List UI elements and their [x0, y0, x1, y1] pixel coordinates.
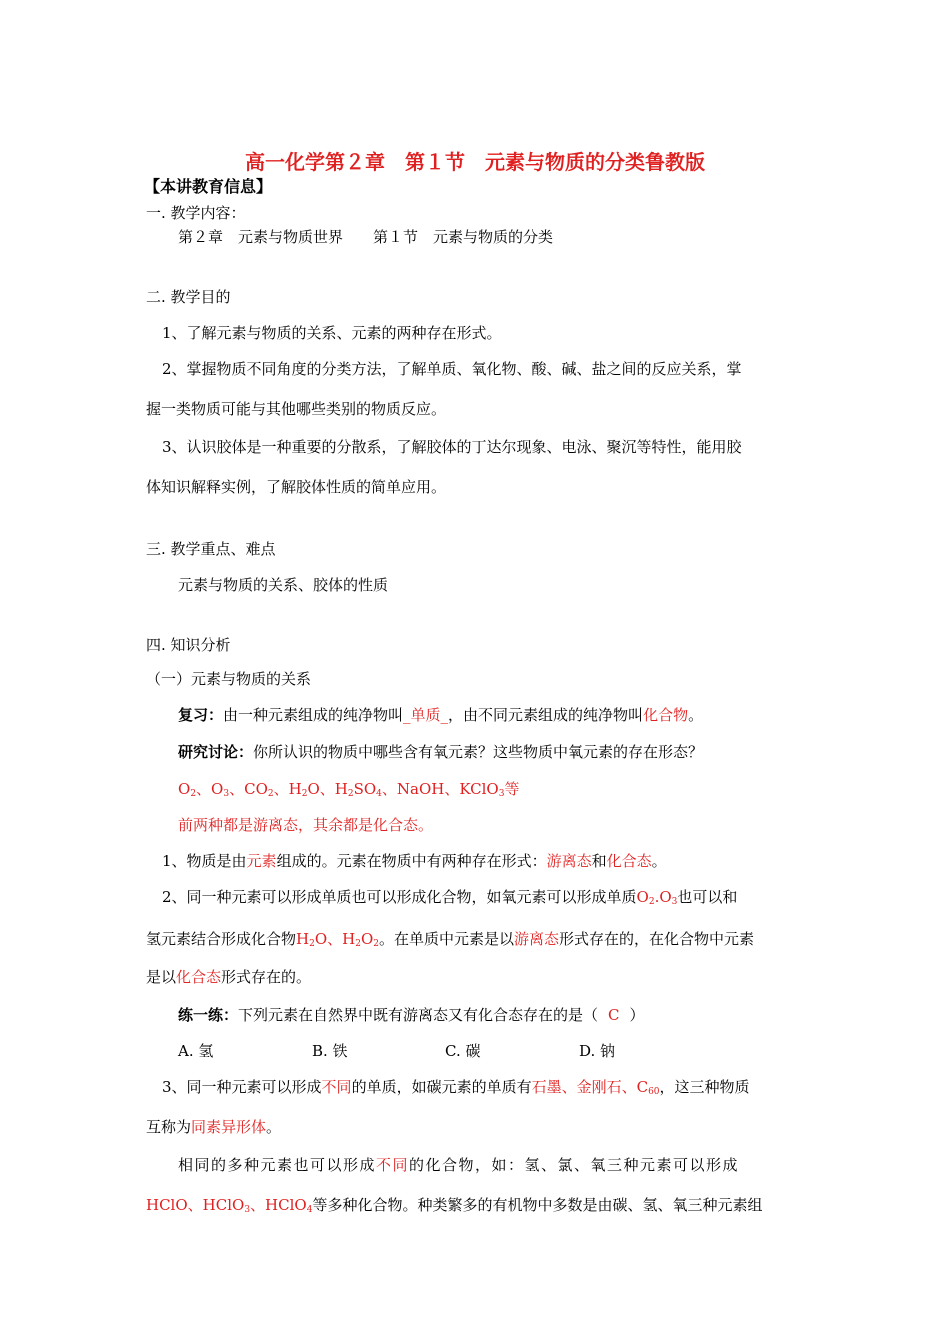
objective-2a: 2、掌握物质不同角度的分类方法，了解单质、氧化物、酸、碱、盐之间的反应关系，掌: [162, 360, 742, 378]
point-3-line-2: [146, 1116, 281, 1138]
point-3-a: 3、同一种元素可以形成: [162, 1078, 322, 1096]
section-3-line: 元素与物质的关系、胶体的性质: [178, 576, 389, 594]
section-4-heading: 四. 知识分析: [146, 636, 231, 654]
objective-3a: 3、认识胶体是一种重要的分散系，了解胶体的丁达尔现象、电泳、聚沉等特性，能用胶: [162, 438, 742, 456]
point-2-formula-o: $O_2.O_3$: [636, 888, 678, 907]
point-2-formula-h: $H_2O$、$H_2O_2$: [296, 930, 380, 949]
point-4-line-2: [146, 1194, 762, 1221]
point-2-red: 游离态: [514, 930, 560, 948]
point-1-red-3: 化合态: [606, 852, 652, 870]
objective-1: 1、了解元素与物质的关系、元素的两种存在形式。: [162, 324, 502, 342]
section-1-heading: 一. 教学内容：: [146, 204, 246, 222]
subsection-1: （一）元素与物质的关系: [146, 670, 312, 688]
point-3-allotropes: 石墨、金刚石、$C_{60}$: [531, 1078, 660, 1097]
formula-list: $O_2$、$O_3$、$CO_2$、$H_2O$、$H_2SO_4$、NaOH、KClO$_3$等: [178, 780, 520, 799]
section-3-heading: 三. 教学重点、难点: [146, 540, 276, 558]
point-4-line-1: [178, 1154, 739, 1176]
info-header: 【本讲教育信息】: [144, 177, 273, 196]
discussion-text: 你所认识的物质中哪些含有氧元素？这些物质中氧元素的存在形态？: [253, 743, 704, 761]
point-3-red-3: 同素异形体: [191, 1118, 267, 1136]
point-2-line-1: [162, 886, 737, 913]
review-text-a: 由一种元素组成的纯净物叫: [223, 706, 404, 724]
option-c: C. 碳: [445, 1042, 481, 1060]
point-2-red-2: 化合态: [176, 968, 222, 986]
point-2-b: 也可以和: [677, 888, 738, 906]
point-2-e: 形式存在的，在化合物中元素: [559, 930, 755, 948]
point-1-a: 1、物质是由: [162, 852, 247, 870]
point-1-b: 组成的。元素在物质中有两种存在形式：: [276, 852, 547, 870]
point-3-b: 的单质，如碳元素的单质有: [351, 1078, 532, 1096]
discussion-line: [178, 741, 703, 763]
point-1-red-1: 元素: [246, 852, 277, 870]
point-4-a: 相同的多种元素也可以形成: [178, 1156, 377, 1174]
point-2-g: 形式存在的。: [221, 968, 312, 986]
point-3-red-2: 石墨、金刚石、C: [531, 1078, 649, 1096]
point-1-c: 和: [591, 852, 607, 870]
option-d: D. 钠: [579, 1042, 616, 1060]
review-end: 。: [688, 706, 704, 724]
discussion-label: 研究讨论：: [178, 743, 254, 761]
point-3-red-1: 不同: [321, 1078, 352, 1096]
option-b: B. 铁: [312, 1042, 348, 1060]
objective-2b: 握一类物质可能与其他哪些类别的物质反应。: [146, 400, 447, 418]
point-2-c: 氢元素结合形成化合物: [146, 930, 297, 948]
section-1-line: 第２章 元素与物质世界 第１节 元素与物质的分类: [178, 228, 554, 246]
point-1-d: 。: [651, 852, 667, 870]
point-4-red-1: 不同: [376, 1156, 410, 1174]
point-4-formulas: HClO、HClO$_3$、HClO$_4$: [146, 1196, 313, 1215]
point-4-b: 的化合物，如：氢、氯、氧三种元素可以形成: [409, 1156, 740, 1174]
point-2-d: 。在单质中元素是以: [379, 930, 515, 948]
point-2-f: 是以: [146, 968, 177, 986]
point-3-d: 互称为: [146, 1118, 192, 1136]
objective-3b: 体知识解释实例，了解胶体性质的简单应用。: [146, 478, 447, 496]
point-2-line-3: [146, 966, 311, 988]
review-blank-answer: _单质_: [403, 706, 449, 724]
exercise-label: 练一练：: [178, 1006, 239, 1024]
formula-tail: 等: [504, 780, 520, 798]
review-line: [178, 704, 703, 726]
section-2-heading: 二. 教学目的: [146, 288, 231, 306]
point-1: [162, 850, 667, 872]
review-answer: 化合物: [643, 706, 689, 724]
point-3-c: ，这三种物质: [659, 1078, 750, 1096]
review-label: 复习：: [178, 706, 224, 724]
point-2-line-2: [146, 928, 754, 955]
exercise-text: 下列元素在自然界中既有游离态又有化合态存在的是（: [238, 1006, 599, 1024]
review-text-b: ，由不同元素组成的纯净物叫: [448, 706, 644, 724]
point-2-a: 2、同一种元素可以形成单质也可以形成化合物，如氧元素可以形成单质: [162, 888, 637, 906]
discussion-answer: 前两种都是游离态，其余都是化合态。: [178, 816, 434, 834]
exercise-close: ）: [629, 1006, 645, 1024]
point-1-red-2: 游离态: [546, 852, 592, 870]
point-3-line-1: [162, 1076, 750, 1103]
option-a: A. 氢: [178, 1042, 214, 1060]
exercise-line: [178, 1004, 645, 1026]
page-title: 高一化学第２章 第１节 元素与物质的分类鲁教版: [245, 150, 705, 174]
exercise-answer: C: [608, 1006, 620, 1024]
point-4-c: 等多种化合物。种类繁多的有机物中多数是由碳、氢、氧三种元素组: [312, 1196, 763, 1214]
point-3-e: 。: [266, 1118, 282, 1136]
